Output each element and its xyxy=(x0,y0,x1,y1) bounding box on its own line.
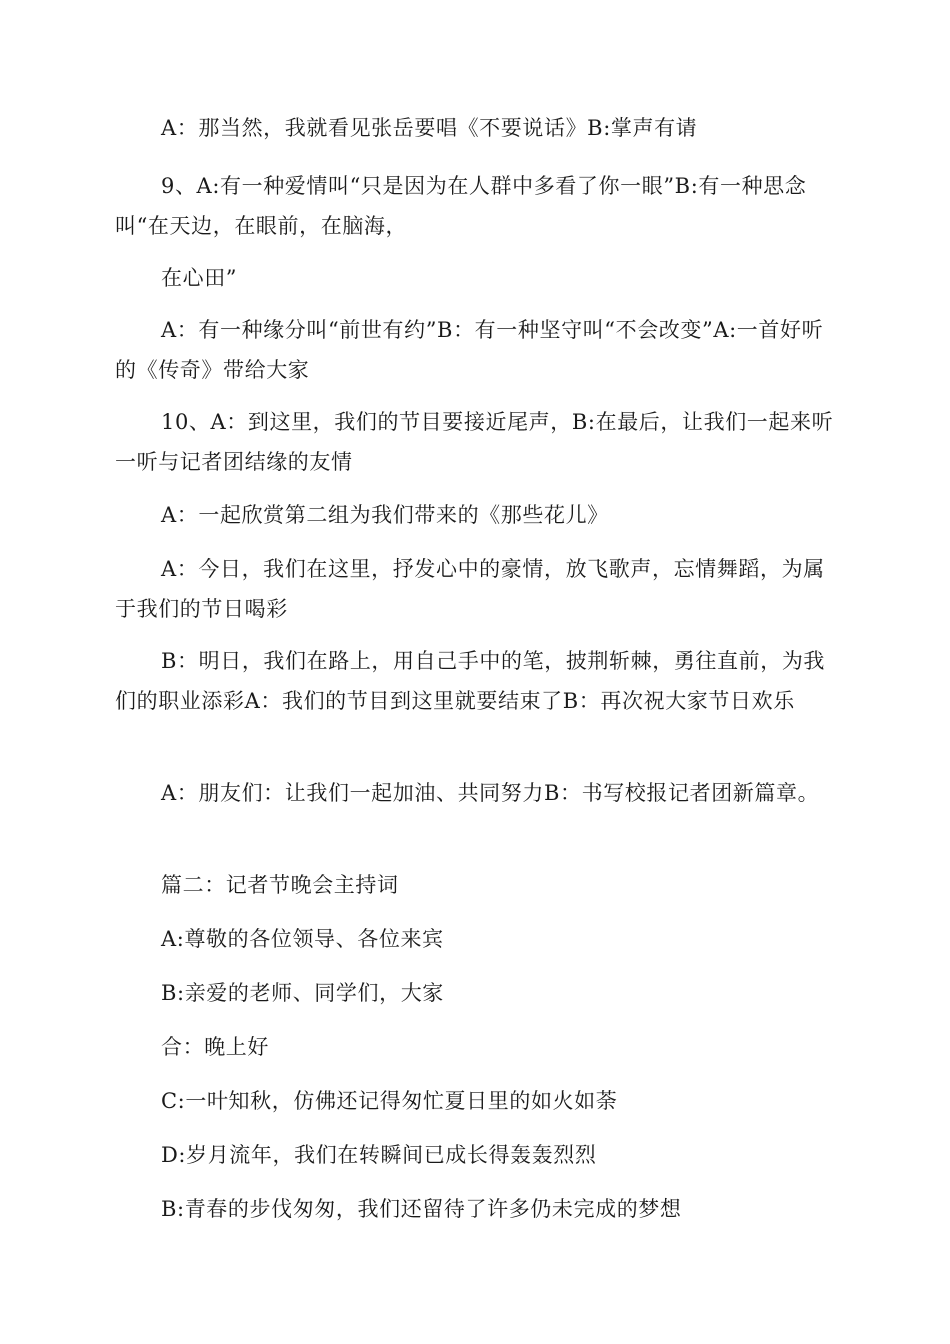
paragraph: A：有一种缘分叫“前世有约”B：有一种坚守叫“不会改变”A:一首好听的《传奇》带给大家 xyxy=(115,318,824,382)
paragraph: C:一叶知秋，仿佛还记得匆忙夏日里的如火如荼 xyxy=(161,1089,618,1113)
paragraph: A:尊敬的各位领导、各位来宾 xyxy=(161,927,444,951)
paragraph: 10、A：到这里，我们的节目要接近尾声，B:在最后，让我们一起来听一听与记者团结缘的友情 xyxy=(115,410,834,474)
paragraph: A：一起欣赏第二组为我们带来的《那些花儿》 xyxy=(161,503,609,527)
paragraph: A：朋友们：让我们一起加油、共同努力B：书写校报记者团新篇章。 xyxy=(161,781,820,805)
paragraph: A：今日，我们在这里，抒发心中的豪情，放飞歌声，忘情舞蹈，为属于我们的节日喝彩 xyxy=(115,557,825,621)
paragraph: B:青春的步伐匆匆，我们还留待了许多仍未完成的梦想 xyxy=(161,1197,682,1221)
section-heading: 篇二：记者节晚会主持词 xyxy=(161,873,399,897)
paragraph: B:亲爱的老师、同学们，大家 xyxy=(161,981,444,1005)
paragraph: D:岁月流年，我们在转瞬间已成长得轰轰烈烈 xyxy=(161,1143,597,1167)
paragraph: 9、A:有一种爱情叫“只是因为在人群中多看了你一眼”B:有一种思念叫“在天边，在眼前，在脑海， xyxy=(115,174,807,238)
paragraph: B：明日，我们在路上，用自己手中的笔，披荆斩棘，勇往直前，为我们的职业添彩A：我们的节目到这里就要结束了B：再次祝大家节日欢乐 xyxy=(115,649,826,713)
paragraph: A：那当然，我就看见张岳要唱《不要说话》B:掌声有请 xyxy=(161,116,698,140)
paragraph: 在心田” xyxy=(161,266,238,290)
paragraph: 合：晚上好 xyxy=(161,1035,269,1059)
